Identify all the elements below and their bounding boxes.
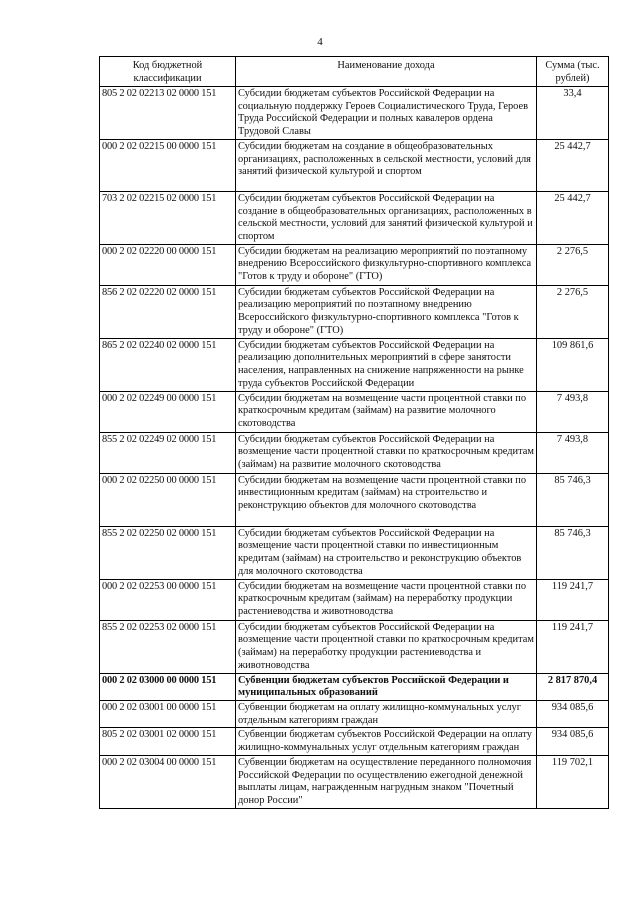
table-row (100, 473, 609, 526)
row-amount: 33,4 (537, 87, 609, 140)
row-code: 000 2 02 02253 00 0000 151 (100, 579, 236, 620)
table-row (100, 701, 609, 728)
row-code: 855 2 02 02253 02 0000 151 (100, 620, 236, 673)
budget-revenue-table (99, 56, 609, 809)
page-number: 4 (317, 36, 323, 48)
row-amount: 2 276,5 (537, 244, 609, 285)
table-row (100, 755, 609, 808)
row-amount: 7 493,8 (537, 432, 609, 473)
header-code: Код бюджетной классификации (100, 57, 236, 87)
row-name: Субсидии бюджетам на возмещение части процентной ставки по инвестиционным кредитам (займам) на строительство и реконструкцию объектов для молочного скотоводства (236, 473, 537, 526)
row-amount: 119 241,7 (537, 620, 609, 673)
table-row (100, 620, 609, 673)
header-name: Наименование дохода (236, 57, 537, 87)
row-amount: 2 817 870,4 (537, 673, 609, 700)
table-row (100, 139, 609, 191)
row-amount: 25 442,7 (537, 191, 609, 244)
table-row (100, 728, 609, 755)
row-code: 000 2 02 02249 00 0000 151 (100, 391, 236, 432)
row-code: 000 2 02 02215 00 0000 151 (100, 139, 236, 191)
table-row (100, 526, 609, 579)
row-amount: 119 702,1 (537, 755, 609, 808)
table-row (100, 191, 609, 244)
row-name: Субсидии бюджетам субъектов Российской Федерации на возмещение части процентной ставки по инвестиционным кредитам (займам) на строительство и реконструкцию объектов для молочного скотоводства (236, 526, 537, 579)
table-row (100, 244, 609, 285)
row-code: 000 2 02 03004 00 0000 151 (100, 755, 236, 808)
row-amount: 2 276,5 (537, 285, 609, 338)
row-name: Субсидии бюджетам на реализацию мероприятий по поэтапному внедрению Всероссийского физкультурно-спортивного комплекса "Готов к труду и обороне" (ГТО) (236, 244, 537, 285)
row-code: 805 2 02 02213 02 0000 151 (100, 87, 236, 140)
row-code: 000 2 02 02250 00 0000 151 (100, 473, 236, 526)
table-row (100, 338, 609, 391)
row-name: Субвенции бюджетам субъектов Российской Федерации и муниципальных образований (236, 673, 537, 700)
row-name: Субсидии бюджетам на создание в общеобразовательных организациях, расположенных в сельской местности, условий для занятий физической культурой и спортом (236, 139, 537, 191)
row-name: Субсидии бюджетам субъектов Российской Федерации на реализацию мероприятий по поэтапному внедрению Всероссийского физкультурно-спортивного комплекса "Готов к труду и обороне" (ГТО) (236, 285, 537, 338)
row-name: Субсидии бюджетам на возмещение части процентной ставки по краткосрочным кредитам (займам) на переработку продукции растениеводства и животноводства (236, 579, 537, 620)
row-amount: 109 861,6 (537, 338, 609, 391)
row-name: Субвенции бюджетам на оплату жилищно-коммунальных услуг отдельным категориям граждан (236, 701, 537, 728)
row-name: Субсидии бюджетам на возмещение части процентной ставки по краткосрочным кредитам (займам) на развитие молочного скотоводства (236, 391, 537, 432)
row-amount: 25 442,7 (537, 139, 609, 191)
row-code: 855 2 02 02250 02 0000 151 (100, 526, 236, 579)
row-name: Субсидии бюджетам субъектов Российской Федерации на возмещение части процентной ставки по краткосрочным кредитам (займам) на переработку продукции растениеводства и животноводства (236, 620, 537, 673)
row-code: 000 2 02 03000 00 0000 151 (100, 673, 236, 700)
row-code: 000 2 02 03001 00 0000 151 (100, 701, 236, 728)
row-name: Субсидии бюджетам субъектов Российской Федерации на возмещение части процентной ставки по краткосрочным кредитам (займам) на развитие молочного скотоводства (236, 432, 537, 473)
table-row (100, 87, 609, 140)
table-row (100, 579, 609, 620)
table-row (100, 673, 609, 700)
row-name: Субсидии бюджетам субъектов Российской Федерации на социальную поддержку Героев Социалистического Труда, Героев Труда Российской Федерации и полных кавалеров ордена Трудовой Славы (236, 87, 537, 140)
row-name: Субсидии бюджетам субъектов Российской Федерации на реализацию дополнительных мероприятий в сфере занятости населения, направленных на снижение напряженности на рынке труда субъектов Российской Федерации (236, 338, 537, 391)
row-amount: 119 241,7 (537, 579, 609, 620)
row-code: 805 2 02 03001 02 0000 151 (100, 728, 236, 755)
row-name: Субсидии бюджетам субъектов Российской Федерации на создание в общеобразовательных организациях, расположенных в сельской местности, условий для занятий физической культурой и спортом (236, 191, 537, 244)
header-amount: Сумма (тыс. рублей) (537, 57, 609, 87)
table-row (100, 285, 609, 338)
row-name: Субвенции бюджетам на осуществление переданного полномочия Российской Федерации по осуществлению ежегодной денежной выплаты лицам, награжденным нагрудным знаком "Почетный донор России" (236, 755, 537, 808)
row-code: 855 2 02 02249 02 0000 151 (100, 432, 236, 473)
table-row (100, 391, 609, 432)
row-code: 000 2 02 02220 00 0000 151 (100, 244, 236, 285)
row-code: 703 2 02 02215 02 0000 151 (100, 191, 236, 244)
row-amount: 85 746,3 (537, 526, 609, 579)
row-amount: 934 085,6 (537, 728, 609, 755)
row-code: 856 2 02 02220 02 0000 151 (100, 285, 236, 338)
row-amount: 934 085,6 (537, 701, 609, 728)
row-amount: 85 746,3 (537, 473, 609, 526)
table-header-row (100, 57, 609, 87)
row-code: 865 2 02 02240 02 0000 151 (100, 338, 236, 391)
row-amount: 7 493,8 (537, 391, 609, 432)
row-name: Субвенции бюджетам субъектов Российской Федерации на оплату жилищно-коммунальных услуг отдельным категориям граждан (236, 728, 537, 755)
table-row (100, 432, 609, 473)
